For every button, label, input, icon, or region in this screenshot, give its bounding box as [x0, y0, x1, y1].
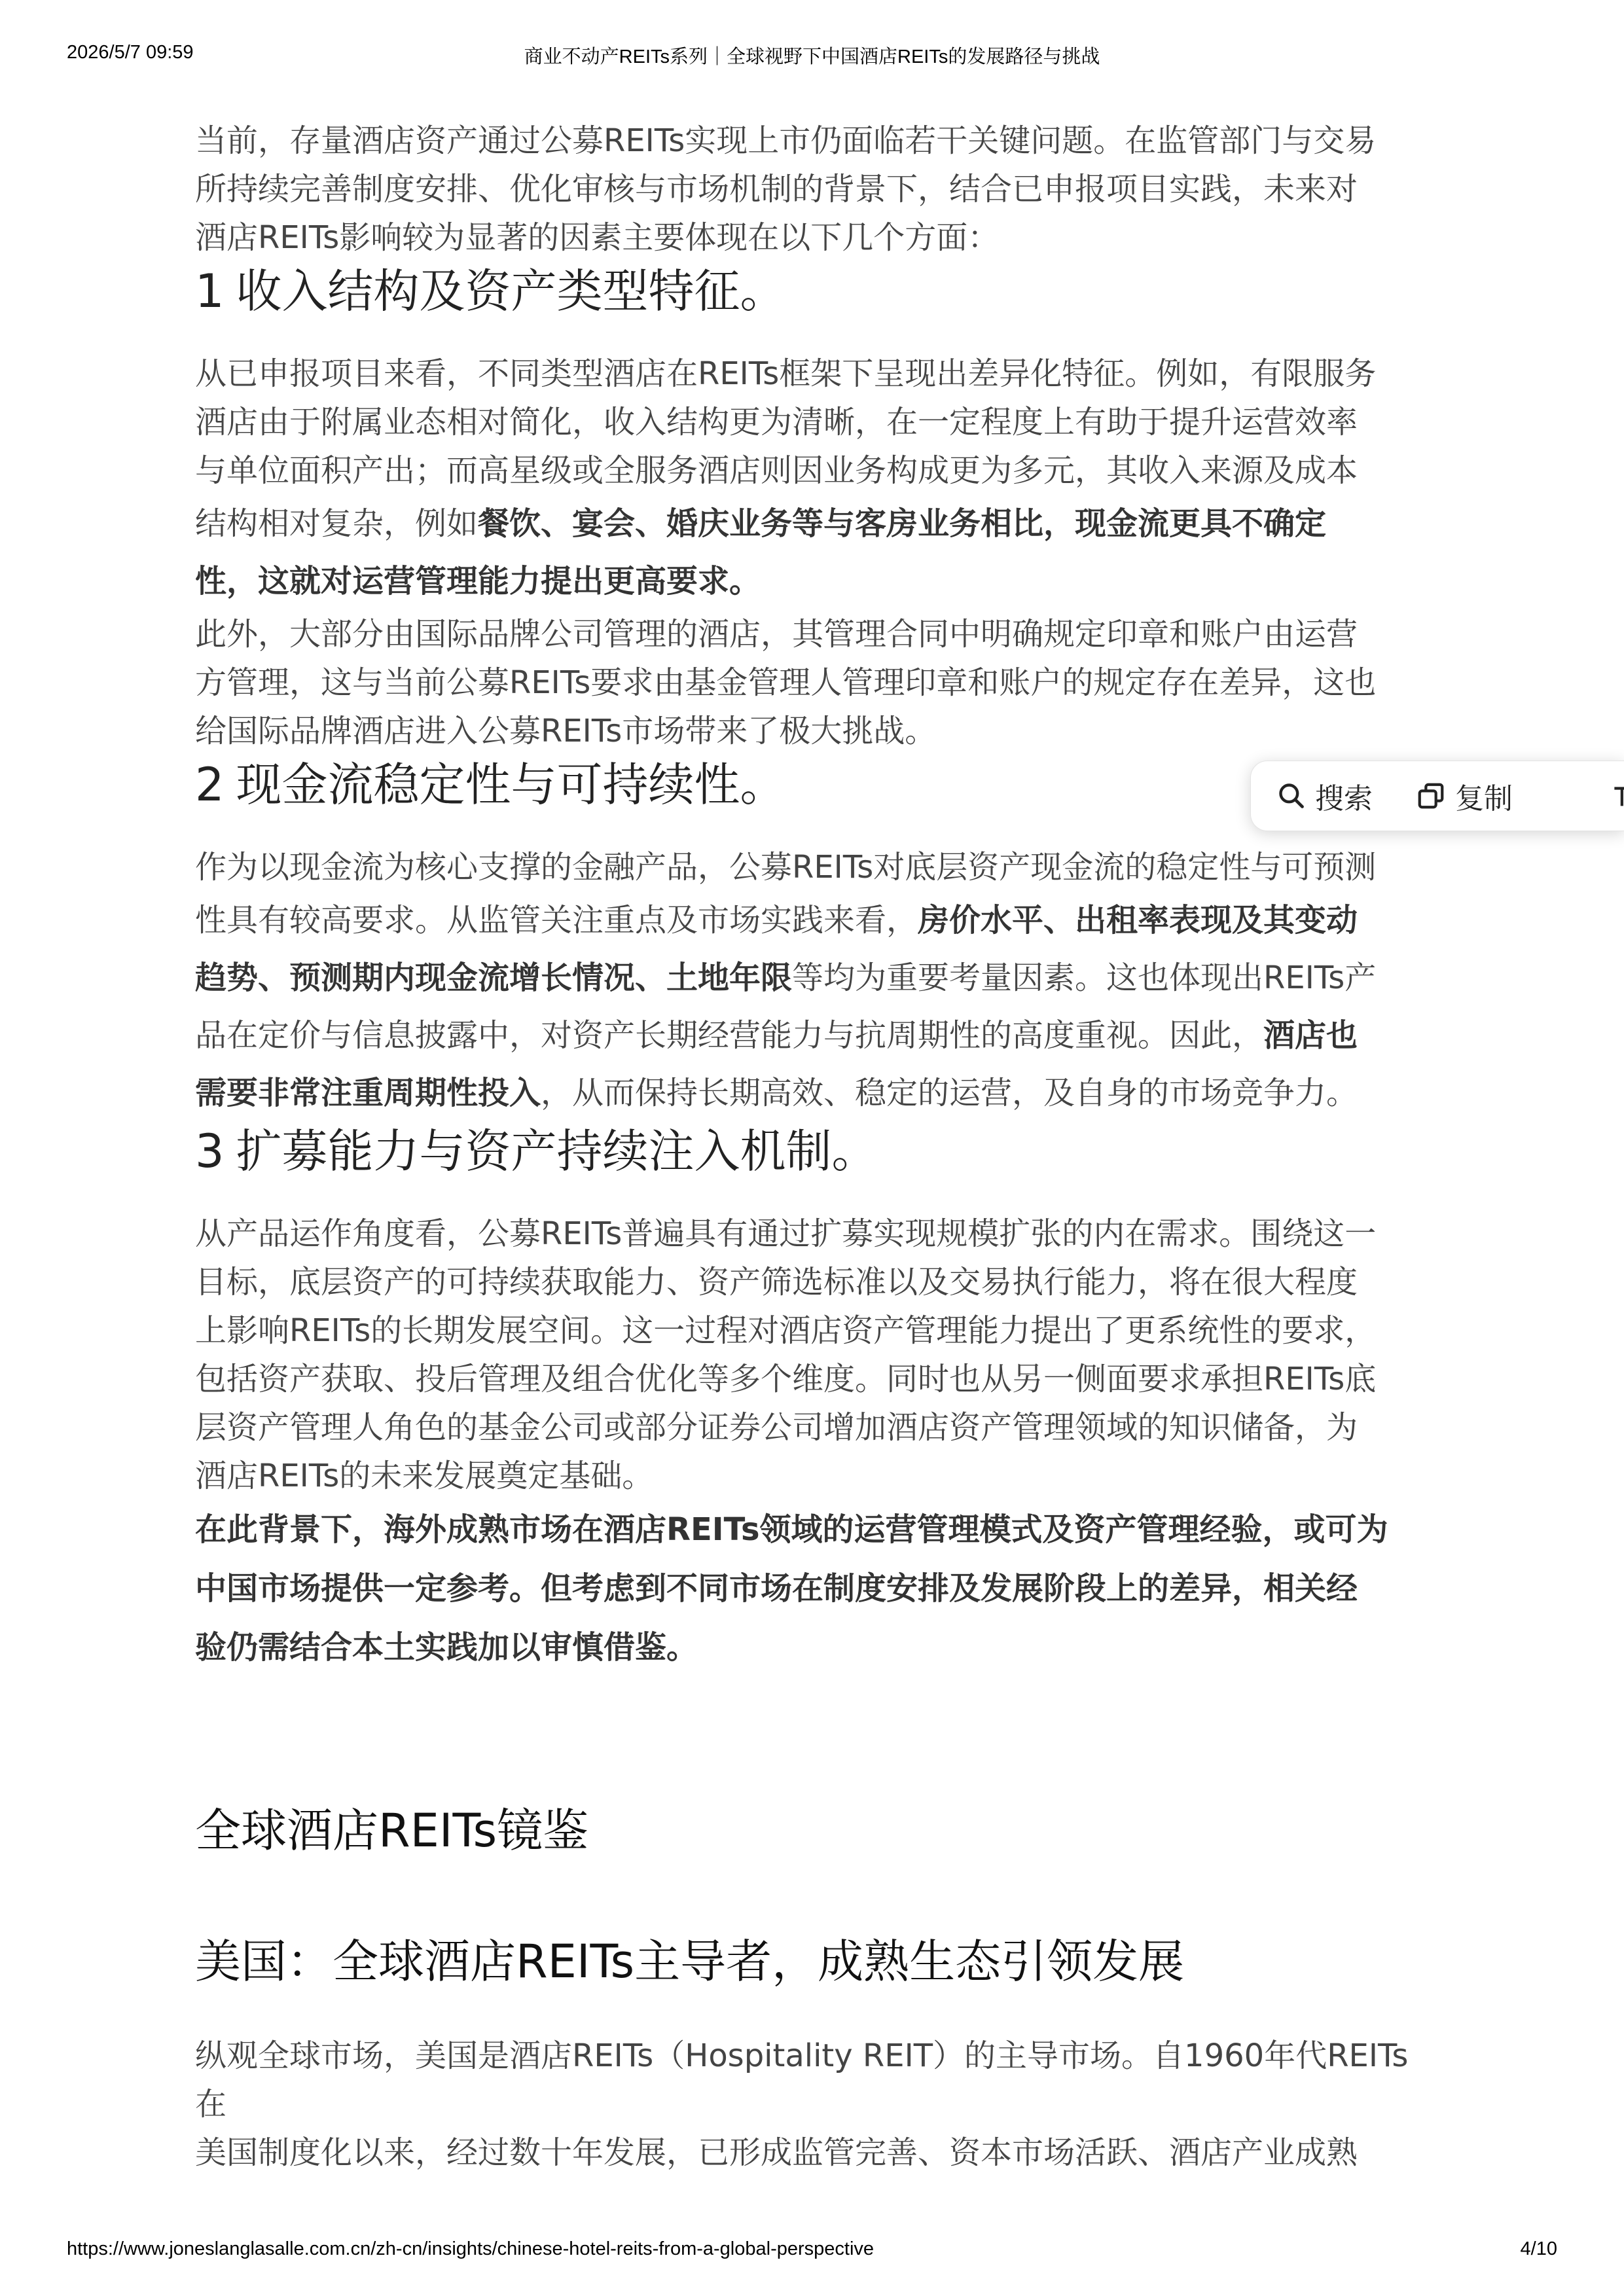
section-number: 3 — [195, 1124, 225, 1178]
bold-paragraph-line: 验仍需结合本土实践加以审慎借鉴。 — [195, 1629, 698, 1666]
paragraph-line: 给国际品牌酒店进入公募REITs市场带来了极大挑战。 — [195, 713, 937, 749]
plain-text: 等均为重要考量因素。这也体现出REITs产 — [792, 960, 1377, 996]
section-heading-2 — [195, 755, 1426, 814]
paragraph-line: 上影响REITs的长期发展空间。这一过程对酒店资产管理能力提出了更系统性的要求， — [195, 1312, 1377, 1349]
paragraph-line: 目标，底层资产的可持续获取能力、资产筛选标准以及交易执行能力，将在很大程度 — [195, 1264, 1358, 1300]
search-label: 搜索 — [1315, 782, 1373, 816]
header-datetime: 2026/5/7 09:59 — [67, 42, 194, 63]
more-icon — [1610, 781, 1624, 811]
paragraph-line: 纵观全球市场，美国是酒店REITs（Hospitality REIT）的主导市场。自1960年代REITs在 — [195, 2037, 1409, 2123]
bold-text: 房价水平、出租率表现及其变动 — [918, 902, 1358, 939]
intro-line: 所持续完善制度安排、优化审核与市场机制的背景下，结合已申报项目实践，未来对 — [195, 171, 1358, 207]
paragraph-line — [195, 891, 1426, 949]
paragraph-line: 包括资产获取、投后管理及组合优化等多个维度。同时也从另一侧面要求承担REITs底 — [195, 1361, 1377, 1397]
global-heading: 全球酒店REITs镜鉴 — [195, 1804, 589, 1857]
paragraph-line: 作为以现金流为核心支撑的金融产品，公募REITs对底层资产现金流的稳定性与可预测 — [195, 849, 1377, 886]
paragraph-line — [195, 1007, 1426, 1064]
bold-text: 性，这就对运营管理能力提出更高要求。 — [195, 563, 761, 600]
copy-icon — [1416, 781, 1446, 811]
page-header — [0, 42, 1624, 81]
paragraph-line: 与单位面积产出；而高星级或全服务酒店则因业务构成更为多元，其收入来源及成本 — [195, 452, 1358, 489]
paragraph-line: 美国制度化以来，经过数十年发展，已形成监管完善、资本市场活跃、酒店产业成熟 — [195, 2134, 1358, 2171]
paragraph-line: 此外，大部分由国际品牌公司管理的酒店，其管理合同中明确规定印章和账户由运营 — [195, 616, 1358, 653]
section-title: 收入结构及资产类型特征。 — [236, 264, 786, 318]
bold-text: 趋势、预测期内现金流增长情况、土地年限 — [195, 960, 793, 996]
bold-text: 餐饮、宴会、婚庆业务等与客房业务相比，现金流更具不确定 — [478, 505, 1327, 542]
header-title: 商业不动产REITs系列｜全球视野下中国酒店REITs的发展路径与挑战 — [524, 46, 1100, 67]
paragraph-line — [195, 495, 1426, 552]
section-number: 2 — [195, 758, 225, 812]
section-heading-3 — [195, 1122, 1426, 1181]
copy-button[interactable] — [1416, 761, 1513, 831]
paragraph-line: 酒店REITs的未来发展奠定基础。 — [195, 1458, 654, 1494]
selection-toolbar — [1250, 761, 1624, 831]
paragraph-line: 酒店由于附属业态相对简化，收入结构更为清晰，在一定程度上有助于提升运营效率 — [195, 404, 1358, 440]
paragraph-line: 方管理，这与当前公募REITs要求由基金管理人管理印章和账户的规定存在差异，这也 — [195, 664, 1377, 701]
search-button[interactable] — [1277, 761, 1373, 831]
plain-text: ，从而保持长期高效、稳定的运营，及自身的市场竞争力。 — [541, 1075, 1358, 1111]
plain-text: 性具有较高要求。从监管关注重点及市场实践来看， — [195, 902, 918, 939]
copy-label: 复制 — [1455, 782, 1513, 816]
paragraph-line — [195, 949, 1426, 1007]
intro-line: 酒店REITs影响较为显著的因素主要体现在以下几个方面： — [195, 219, 1000, 256]
footer-url[interactable]: https://www.joneslanglasalle.com.cn/zh-cn/insights/chinese-hotel-reits-from-a-global-perspective — [67, 2238, 875, 2259]
paragraph-line — [195, 552, 1426, 610]
more-button[interactable] — [1610, 761, 1624, 831]
paragraph-line — [195, 1064, 1426, 1122]
bold-text: 酒店也 — [1263, 1017, 1358, 1054]
plain-text: 结构相对复杂，例如 — [195, 505, 478, 542]
paragraph-line: 从已申报项目来看，不同类型酒店在REITs框架下呈现出差异化特征。例如，有限服务 — [195, 355, 1377, 392]
paragraph-line: 从产品运作角度看，公募REITs普遍具有通过扩募实现规模扩张的内在需求。围绕这一 — [195, 1215, 1377, 1252]
section-title: 现金流稳定性与可持续性。 — [236, 758, 786, 812]
plain-text: 品在定价与信息披露中，对资产长期经营能力与抗周期性的高度重视。因此， — [195, 1017, 1264, 1054]
bold-paragraph-line: 中国市场提供一定参考。但考虑到不同市场在制度安排及发展阶段上的差异，相关经 — [195, 1570, 1358, 1607]
search-icon — [1277, 781, 1306, 810]
intro-line: 当前，存量酒店资产通过公募REITs实现上市仍面临若干关键问题。在监管部门与交易 — [195, 122, 1377, 159]
section-heading-1 — [195, 262, 1426, 321]
section-number: 1 — [195, 264, 225, 318]
bold-text: 需要非常注重周期性投入 — [195, 1075, 541, 1111]
paragraph-line: 层资产管理人角色的基金公司或部分证券公司增加酒店资产管理领域的知识储备，为 — [195, 1409, 1358, 1446]
page-footer — [0, 2238, 1624, 2278]
global-subheading: 美国：全球酒店REITs主导者，成熟生态引领发展 — [195, 1935, 1185, 1988]
page-number: 4/10 — [1520, 2238, 1557, 2259]
section-title: 扩募能力与资产持续注入机制。 — [236, 1124, 878, 1178]
article-body — [195, 117, 1426, 2177]
bold-paragraph-line: 在此背景下，海外成熟市场在酒店REITs领域的运营管理模式及资产管理经验，或可为 — [195, 1511, 1388, 1548]
